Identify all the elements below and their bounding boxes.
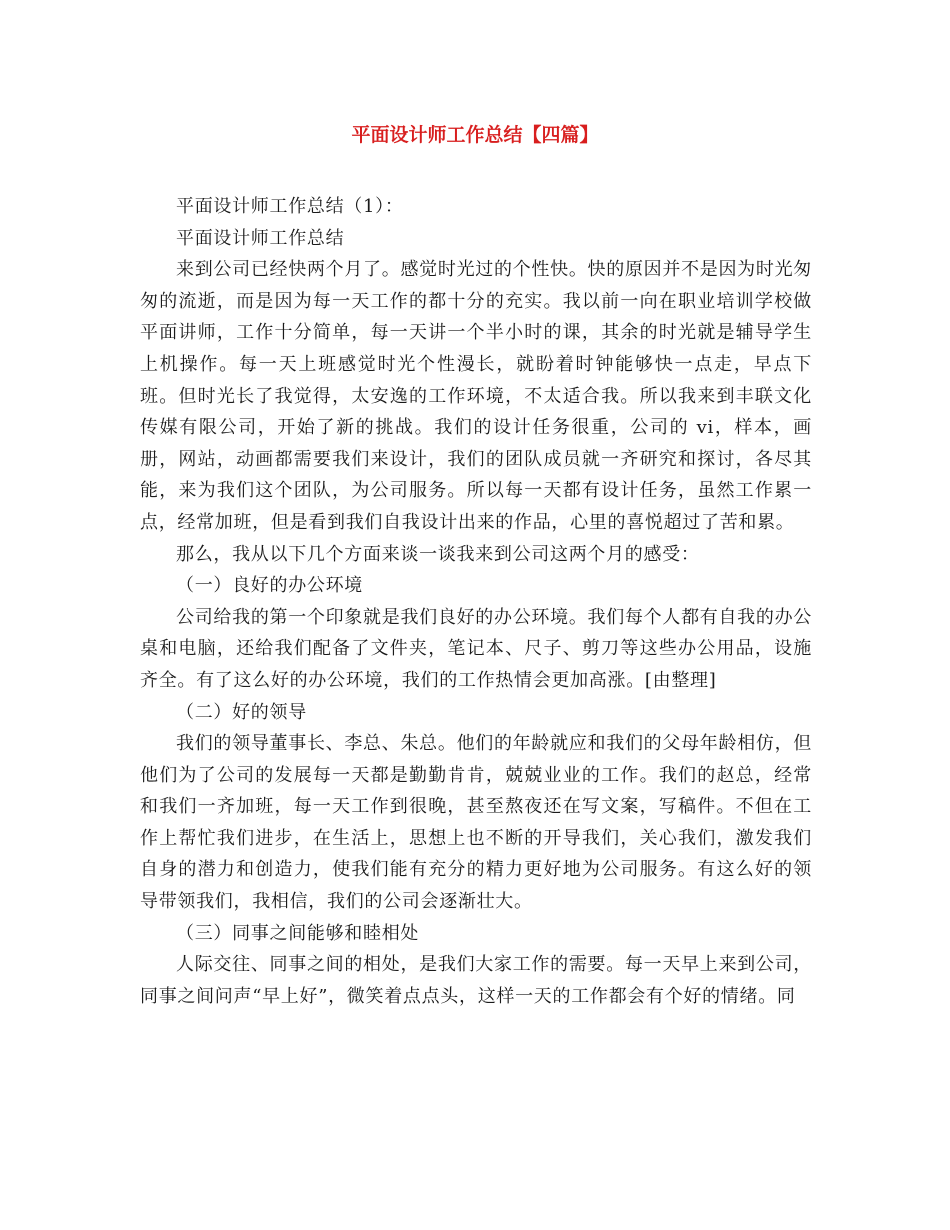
body-paragraph: 公司给我的第一个印象就是我们良好的办公环境。我们每个人都有自我的办公桌和电脑，还给我们配备了文件夹，笔记本、尺子、剪刀等这些办公用品，设施齐全。有了这么好的办公环境，我们的工作热情会更加高涨。[由整理] xyxy=(140,606,812,691)
subsection-heading: （二）好的领导 xyxy=(176,701,307,723)
section-heading: 平面设计师工作总结（1）： xyxy=(176,196,404,217)
body-paragraph: 我们的领导董事长、李总、朱总。他们的年龄就应和我们的父母年龄相仿，但他们为了公司的发展每一天都是勤勤肯肯，兢兢业业的工作。我们的赵总，经常和我们一齐加班，每一天工作到很晚，甚至熬夜还在写文案，写稿件。不但在工作上帮忙我们进步，在生活上，思想上也不断的开导我们，关心我们，激发我们自身的潜力和创造力，使我们能有充分的精力更好地为公司服务。有这么好的领导带领我们，我相信，我们的公司会逐渐壮大。 xyxy=(140,733,812,913)
document-body xyxy=(140,191,812,1012)
body-paragraph: 那么，我从以下几个方面来谈一谈我来到公司这两个月的感受： xyxy=(176,543,700,565)
document-title: 平面设计师工作总结【四篇】 xyxy=(351,124,599,146)
subsection-heading: （一）良好的办公环境 xyxy=(176,575,363,597)
subheading: 平面设计师工作总结 xyxy=(176,227,345,249)
subsection-heading: （三）同事之间能够和睦相处 xyxy=(176,922,420,944)
body-paragraph: 来到公司已经快两个月了。感觉时光过的个性快。快的原因并不是因为时光匆匆的流逝，而是因为每一天工作的都十分的充实。我以前一向在职业培训学校做平面讲师，工作十分简单，每一天讲一个半小时的课，其余的时光就是辅导学生上机操作。每一天上班感觉时光个性漫长，就盼着时钟能够快一点走，早点下班。但时光长了我觉得，太安逸的工作环境，不太适合我。所以我来到丰联文化传媒有限公司，开始了新的挑战。我们的设计任务很重，公司的 vi，样本，画册，网站，动画都需要我们来设计，我们的团队成员就一齐研究和探讨，各尽其能，来为我们这个团队，为公司服务。所以每一天都有设计任务，虽然工作累一点，经常加班，但是看到我们自我设计出来的作品，心里的喜悦超过了苦和累。 xyxy=(140,259,812,533)
body-paragraph: 人际交往、同事之间的相处，是我们大家工作的需要。每一天早上来到公司，同事之间问声“早上好”，微笑着点点头，这样一天的工作都会有个好的情绪。同 xyxy=(140,954,812,1007)
